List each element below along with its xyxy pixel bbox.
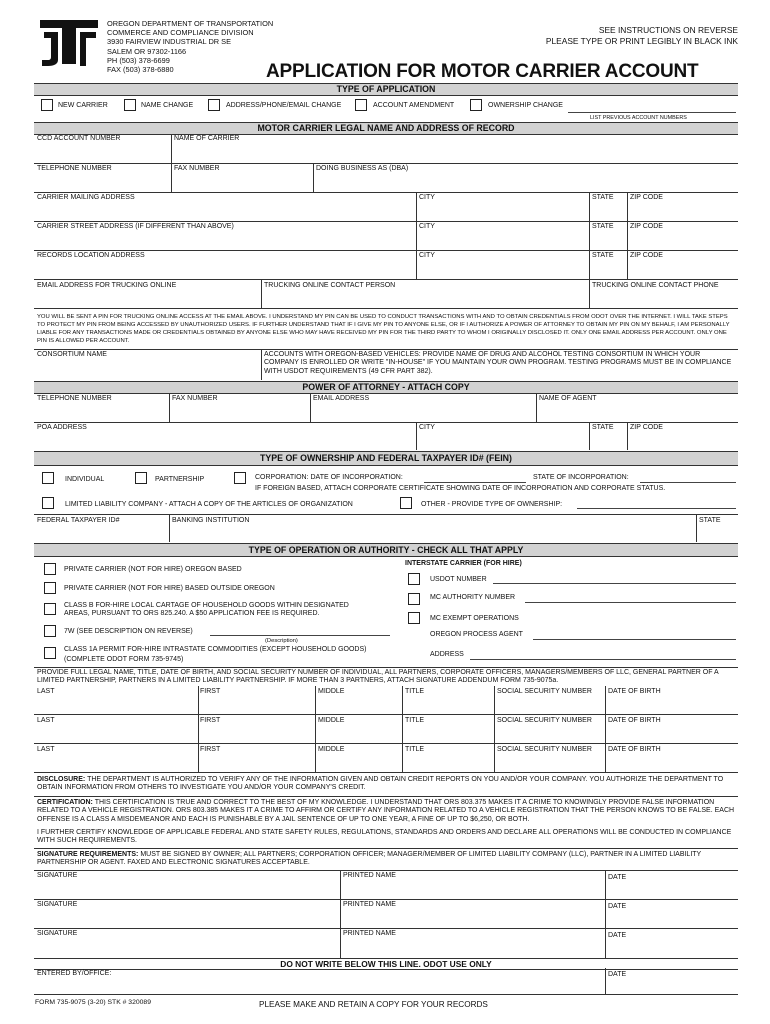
label-usdot: USDOT NUMBER [430,576,487,583]
label-signature: SIGNATURE [37,901,78,908]
label-prev-accounts: LIST PREVIOUS ACCOUNT NUMBERS [590,115,687,121]
label-to-contact: TRUCKING ONLINE CONTACT PERSON [264,282,396,289]
officer-col-last: LAST [37,746,55,753]
label-zip: ZIP CODE [630,252,663,259]
label-description: (Description) [265,638,298,644]
officer-col-last: LAST [37,688,55,695]
label-phone: TELEPHONE NUMBER [37,395,112,402]
label-bank: BANKING INSTITUTION [172,517,250,524]
label-class-1a: CLASS 1A PERMIT FOR-HIRE INTRASTATE COMMODITIES (EXCEPT HOUSEHOLD GOODS) [64,646,367,653]
label-mc-authority: MC AUTHORITY NUMBER [430,594,516,601]
disclosure [37,776,737,793]
disclosure-heading: DISCLOSURE: [37,776,86,783]
checkbox-account-amendment[interactable] [355,99,367,111]
incorporation-date-line[interactable] [424,482,526,483]
consortium-note: ACCOUNTS WITH OREGON-BASED VEHICLES: PROVIDE NAME OF DRUG AND ALCOHOL TESTING CONSORTIUM IN WHICH YOUR COMPANY IS ENROLLED OR WRITE "IN-HOUSE" IF YOU MAINTAIN YOUR OWN PROGRAM. TESTING PROGRAMS MUST BE IN COMPLIANCE WITH USDOT REQUIREMENTS (49 CFR PART 382). [264,351,732,375]
checkbox-private-outside[interactable] [44,582,56,594]
certification-heading: CERTIFICATION: [37,799,93,806]
officer-col-title: TITLE [405,688,425,695]
label-email: EMAIL ADDRESS FOR TRUCKING ONLINE [37,282,177,289]
incorporation-state-line[interactable] [640,482,736,483]
label-new-carrier: NEW CARRIER [58,102,108,109]
label-agent-address: ADDRESS [430,651,464,658]
checkbox-mc-exempt[interactable] [408,612,420,624]
label-zip: ZIP CODE [630,194,663,201]
label-email-address: EMAIL ADDRESS [313,395,370,402]
process-agent-line[interactable] [533,639,736,640]
checkbox-llc[interactable] [42,497,54,509]
officer-col-dob: DATE OF BIRTH [608,717,661,724]
label-llc: LIMITED LIABILITY COMPANY - ATTACH A COPY OF THE ARTICLES OF ORGANIZATION [65,501,353,508]
pin-notice: YOU WILL BE SENT A PIN FOR TRUCKING ONLINE ACCESS AT THE EMAIL ABOVE. I UNDERSTAND MY PIN CAN BE USED TO CONDUCT TRANSACTIONS WITH AND TO OBTAIN CREDENTIALS FROM ODOT OVER THE INTERNET. I WILL TAKE STEPS TO PROTECT MY PIN FROM BEING ACCESSED BY UNAUTHORIZED USERS. IF FURTHER UNDERSTAND THAT IF I GIVE MY PIN TO ANYONE ELSE, OR IF I AUTHORIZE A POWER OF ATTORNEY TO OBTAIN MY PIN ON MY BEHALF, I AM PERSONALLY LIABLE FOR ANY TRANSACTIONS MADE OR CREDENTIALS OBTAINED BY ANYONE ELSE WHO MAY HAVE RECEIVED MY PIN FOR THE THIRD PARTY TO WHOM I ORIGINALLY DISCLOSED IT. ONLY ONE EMAIL ADDRESS PER ACCOUNT. ONLY ONE PIN IS ALLOWED PER ACCOUNT. [37,314,730,344]
section-header-office-use: DO NOT WRITE BELOW THIS LINE. ODOT USE ONLY [34,958,738,970]
instruction-line: SEE INSTRUCTIONS ON REVERSE [598,25,738,35]
officer-col-title: TITLE [405,717,425,724]
label-interstate: INTERSTATE CARRIER (FOR HIRE) [405,560,522,567]
label-private-outside: PRIVATE CARRIER (NOT FOR HIRE) BASED OUTSIDE OREGON [64,585,275,592]
signature-requirements-text: MUST BE SIGNED BY OWNER; ALL PARTNERS; CORPORATION OFFICER; MANAGER/MEMBER OF LIMITED LIABILITY COMPANY (LLC), PARTNER IN A LIMITED LIABILITY PARTNERSHIP OR AGENT. FAXED AND ELECTRONIC SIGNATURES ACCEPTABLE. [37,851,702,867]
label-sig-date: DATE [608,874,627,881]
label-to-phone: TRUCKING ONLINE CONTACT PHONE [592,282,719,289]
label-office-date: DATE [608,971,627,978]
officer-col-ssn: SOCIAL SECURITY NUMBER [497,688,592,695]
label-dba: DOING BUSINESS AS (DBA) [316,165,409,172]
form-number: FORM 735-9075 (3-20) STK # 320089 [35,999,151,1006]
certification-2: I FURTHER CERTIFY KNOWLEDGE OF APPLICABLE FEDERAL AND STATE SAFETY RULES, REGULATIONS, STANDARDS AND ORDERS AND DECLARE ALL OPERATIONS WILL BE CONDUCTED IN COMPLIANCE WITH SUCH REQUIREMENTS. [37,829,732,845]
label-fax: FAX NUMBER [174,165,220,172]
agency-line: PH (503) 378-6699 [107,55,170,65]
label-consortium: CONSORTIUM NAME [37,351,107,358]
signature-requirements-heading: SIGNATURE REQUIREMENTS: [37,851,139,858]
officers-note: PROVIDE FULL LEGAL NAME, TITLE, DATE OF BIRTH, AND SOCIAL SECURITY NUMBER OF INDIVIDUAL, ALL PARTNERS, CORPORATE OFFICERS, MANAGERS/MEMBERS OF LLC, GENERAL PARTNER OF A LIMITED PARTNERSHIP, PARTNERS IN A LIMITED LIABILITY PARTNERSHIP. IF MORE THAN 3 PARTNERS, ATTACH SIGNATURE ADDENDUM FORM 735-9075a. [37,669,719,685]
instruction-line: PLEASE TYPE OR PRINT LEGIBLY IN BLACK INK [545,36,738,46]
agency-line: COMMERCE AND COMPLIANCE DIVISION [107,28,254,38]
label-other: OTHER - PROVIDE TYPE OF OWNERSHIP: [421,501,563,508]
footer-note: PLEASE MAKE AND RETAIN A COPY FOR YOUR RECORDS [259,1000,488,1009]
agency-line: OREGON DEPARTMENT OF TRANSPORTATION [107,19,274,28]
label-entered-by: ENTERED BY/OFFICE: [37,970,112,977]
label-fein: FEDERAL TAXPAYER ID# [37,517,120,524]
checkbox-7w[interactable] [44,625,56,637]
label-signature: SIGNATURE [37,872,78,879]
label-ownership-change: OWNERSHIP CHANGE [488,102,563,109]
checkbox-mc-authority[interactable] [408,593,420,605]
checkbox-ownership-change[interactable] [470,99,482,111]
officer-col-dob: DATE OF BIRTH [608,746,661,753]
label-mc-exempt: MC EXEMPT OPERATIONS [430,615,519,622]
label-state: STATE [699,517,721,524]
officer-col-last: LAST [37,717,55,724]
prev-accounts-line[interactable] [568,112,736,113]
instructions [546,25,738,47]
checkbox-name-change[interactable] [124,99,136,111]
other-ownership-line[interactable] [577,508,736,509]
label-private-oregon: PRIVATE CARRIER (NOT FOR HIRE) OREGON BASED [64,566,242,573]
page-title: APPLICATION FOR MOTOR CARRIER ACCOUNT [266,61,699,82]
usdot-line[interactable] [493,583,736,584]
label-signature: SIGNATURE [37,930,78,937]
label-class-b-fee: AREAS, PURSUANT TO ORS 825.240. A $50 APPLICATION FEE IS REQUIRED. [64,610,320,617]
certification-text: THIS CERTIFICATION IS TRUE AND CORRECT TO THE BEST OF MY KNOWLEDGE. I UNDERSTAND THAT ORS 803.375 MAKES IT A CRIME TO KNOWINGLY PROVIDE FALSE INFORMATION RELATED TO A VEHICLE REGISTRATION. ORS 803.385 MAKES IT A CRIME TO AFFIRM OR CERTIFY ANY INFORMATION RELATED TO A VEHICLE REGISTRATION THAT THE PERSON KNOWS TO BE FALSE. EACH OFFENSE IS A CLASS A MISDEMEANOR AND EACH IS PUNISHABLE BY A JAIL SENTENCE OF UP TO ONE YEAR, A FINE OF UP TO $6,250, OR BOTH. [37,799,735,823]
label-printed-name: PRINTED NAME [343,872,396,879]
label-corporation: CORPORATION: DATE OF INCORPORATION: [255,474,403,481]
label-account-amendment: ACCOUNT AMENDMENT [373,102,455,109]
certification [37,799,737,824]
checkbox-class-b[interactable] [44,603,56,615]
label-records: RECORDS LOCATION ADDRESS [37,252,145,259]
label-sig-date: DATE [608,903,627,910]
agency-line: SALEM OR 97302-1166 [107,46,187,56]
label-class-1a-form: (COMPLETE ODOT FORM 735-9745) [64,656,184,663]
agency-line: 3930 FAIRVIEW INDUSTRIAL DR SE [107,37,232,47]
section-header-poa: POWER OF ATTORNEY - ATTACH COPY [34,381,738,394]
officer-col-ssn: SOCIAL SECURITY NUMBER [497,746,592,753]
label-printed-name: PRINTED NAME [343,901,396,908]
label-class-b: CLASS B FOR-HIRE LOCAL CARTAGE OF HOUSEHOLD GOODS WITHIN DESIGNATED [64,602,349,609]
officer-col-middle: MIDDLE [318,688,345,695]
checkbox-corporation[interactable] [234,472,246,484]
checkbox-individual[interactable] [42,472,54,484]
checkbox-partnership[interactable] [135,472,147,484]
checkbox-other[interactable] [400,497,412,509]
mc-authority-line[interactable] [525,602,736,603]
label-city: CITY [419,194,435,201]
label-state: STATE [592,194,614,201]
officer-col-title: TITLE [405,746,425,753]
label-fax: FAX NUMBER [172,395,218,402]
label-carrier-name: NAME OF CARRIER [174,135,240,142]
label-name-change: NAME CHANGE [141,102,194,109]
disclosure-text: THE DEPARTMENT IS AUTHORIZED TO VERIFY ANY OF THE INFORMATION GIVEN AND OBTAIN CREDIT REPORTS ON YOU AND/OR YOUR COMPANY. YOU AUTHORIZE THE DEPARTMENT TO OBTAIN INFORMATION FROM OTHERS TO INVESTIGATE YOU AND/OR YOUR COMPANY'S CREDIT. [37,776,724,792]
checkbox-new-carrier[interactable] [41,99,53,111]
officer-col-first: FIRST [200,717,221,724]
checkbox-class-1a[interactable] [44,647,56,659]
officer-col-first: FIRST [200,746,221,753]
label-state: STATE [592,424,614,431]
label-agent: NAME OF AGENT [539,395,597,402]
agent-address-line[interactable] [470,659,736,660]
officer-col-middle: MIDDLE [318,746,345,753]
label-zip: ZIP CODE [630,424,663,431]
officer-col-first: FIRST [200,688,221,695]
label-mailing: CARRIER MAILING ADDRESS [37,194,135,201]
7w-description-line[interactable] [210,635,390,636]
label-incorporation-state: STATE OF INCORPORATION: [533,474,629,481]
section-header-ownership: TYPE OF OWNERSHIP AND FEDERAL TAXPAYER ID# (FEIN) [34,451,738,466]
label-poa-address: POA ADDRESS [37,424,87,431]
officer-col-middle: MIDDLE [318,717,345,724]
label-phone: TELEPHONE NUMBER [37,165,112,172]
label-city: CITY [419,252,435,259]
checkbox-address-change[interactable] [208,99,220,111]
label-street: CARRIER STREET ADDRESS (IF DIFFERENT THAN ABOVE) [37,223,234,230]
agency-line: FAX (503) 378-6880 [107,65,174,75]
label-printed-name: PRINTED NAME [343,930,396,937]
label-address-change: ADDRESS/PHONE/EMAIL CHANGE [226,102,342,109]
section-header-application: TYPE OF APPLICATION [34,83,738,96]
label-state: STATE [592,252,614,259]
label-state: STATE [592,223,614,230]
officer-col-ssn: SOCIAL SECURITY NUMBER [497,717,592,724]
section-header-operation: TYPE OF OPERATION OR AUTHORITY - CHECK ALL THAT APPLY [34,543,738,557]
label-7w: 7W (SEE DESCRIPTION ON REVERSE) [64,628,193,635]
officer-col-dob: DATE OF BIRTH [608,688,661,695]
label-city: CITY [419,223,435,230]
label-individual: INDIVIDUAL [65,476,105,483]
label-city: CITY [419,424,435,431]
label-sig-date: DATE [608,932,627,939]
section-header-legal-name: MOTOR CARRIER LEGAL NAME AND ADDRESS OF RECORD [34,122,738,135]
label-foreign: IF FOREIGN BASED, ATTACH CORPORATE CERTIFICATE SHOWING DATE OF INCORPORATION AND CORPORATE STATUS. [255,485,666,492]
label-ccd: CCD ACCOUNT NUMBER [37,135,121,142]
checkbox-usdot[interactable] [408,573,420,585]
label-process-agent: OREGON PROCESS AGENT [430,631,523,638]
label-zip: ZIP CODE [630,223,663,230]
label-partnership: PARTNERSHIP [155,476,205,483]
signature-requirements [37,851,737,868]
checkbox-private-oregon[interactable] [44,563,56,575]
odot-logo [38,16,100,68]
